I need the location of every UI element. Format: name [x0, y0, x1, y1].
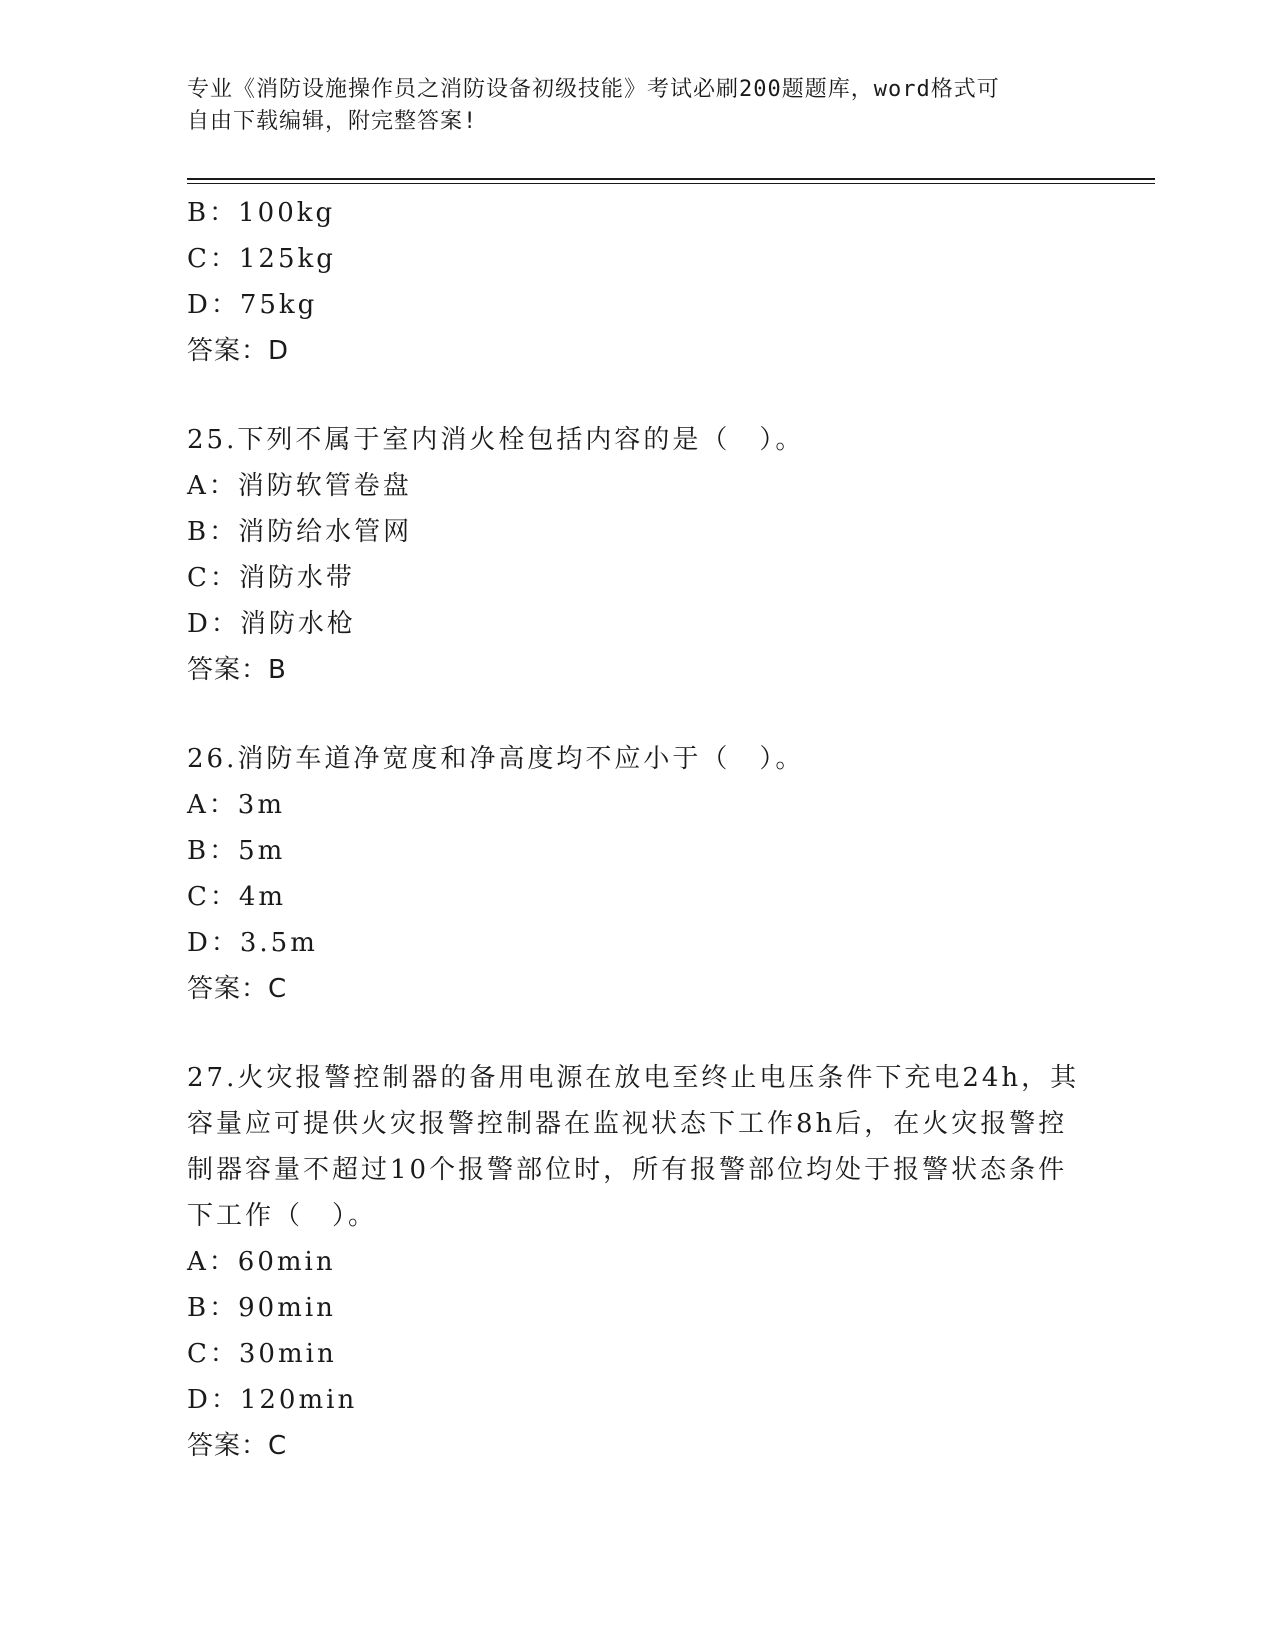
option-b: B：90min — [187, 1293, 336, 1323]
option-a: A：3m — [187, 790, 285, 820]
option-c: C：125kg — [187, 244, 336, 274]
option-b: B：100kg — [187, 198, 336, 228]
option-d: D：3.5m — [187, 928, 318, 958]
option-d: D：75kg — [187, 290, 318, 320]
question-text-line-2: 容量应可提供火灾报警控制器在监视状态下工作8h后，在火灾报警控 — [187, 1109, 1068, 1139]
question-prev-continued — [187, 190, 1087, 374]
answer: 答案：B — [187, 655, 287, 685]
option-c: C：消防水带 — [187, 563, 355, 593]
header-title-line-1: 专业《消防设施操作员之消防设备初级技能》考试必刷200题题库，word格式可 — [187, 77, 1000, 102]
header-divider-thin — [187, 183, 1155, 184]
question-27 — [187, 1055, 1087, 1469]
header-title-line-2: 自由下载编辑，附完整答案! — [187, 109, 478, 134]
question-text: 25.下列不属于室内消火栓包括内容的是（ ）。 — [187, 425, 805, 455]
question-text-line-3: 制器容量不超过10个报警部位时，所有报警部位均处于报警状态条件 — [187, 1155, 1068, 1185]
option-b: B：消防给水管网 — [187, 517, 413, 547]
answer: 答案：C — [187, 1431, 288, 1461]
answer: 答案：C — [187, 974, 288, 1004]
option-c: C：30min — [187, 1339, 337, 1369]
option-c: C：4m — [187, 882, 287, 912]
question-25 — [187, 417, 1087, 693]
question-26 — [187, 736, 1087, 1012]
question-text-line-4: 下工作（ ）。 — [187, 1201, 378, 1231]
header-divider-thick — [187, 178, 1155, 180]
answer: 答案：D — [187, 336, 290, 366]
question-text: 26.消防车道净宽度和净高度均不应小于（ ）。 — [187, 744, 805, 774]
option-d: D：消防水枪 — [187, 609, 356, 639]
question-text-line-1: 27.火灾报警控制器的备用电源在放电至终止电压条件下充电24h，其 — [187, 1063, 1080, 1093]
option-d: D：120min — [187, 1385, 358, 1415]
option-a: A：60min — [187, 1247, 336, 1277]
option-a: A：消防软管卷盘 — [187, 471, 412, 501]
option-b: B：5m — [187, 836, 286, 866]
question-list — [187, 190, 1087, 1469]
document-header — [187, 74, 1067, 138]
